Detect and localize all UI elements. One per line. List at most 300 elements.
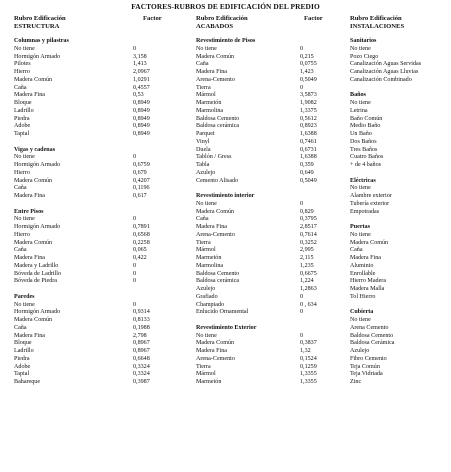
table-row [350, 247, 450, 255]
row-factor: 2,115 [300, 255, 314, 261]
table-row [196, 271, 346, 279]
row-label: Canalización Combinado [350, 76, 412, 83]
table-row [350, 364, 450, 372]
section-cubierta [350, 309, 450, 387]
row-label: No tiene [196, 332, 217, 339]
table-row [196, 255, 346, 263]
table-row [196, 263, 346, 271]
row-label: Teja Vidriada [350, 371, 383, 378]
row-label: No tiene [14, 45, 35, 52]
section-gap [196, 317, 346, 325]
row-factor: 1,9082 [300, 100, 317, 106]
table-row [350, 46, 450, 54]
section-title: Sanitarios [350, 38, 377, 44]
row-factor: 0,617 [133, 193, 147, 199]
row-label: Vinyl [196, 138, 210, 145]
row-label: Bóveda de Ladrillo [14, 270, 62, 277]
table-row [14, 154, 184, 162]
row-label: Baldosa cerámica [196, 123, 240, 130]
table-row [14, 77, 184, 85]
table-row [350, 154, 450, 162]
table-row [350, 123, 450, 131]
table-row [14, 340, 184, 348]
table-row [196, 69, 346, 77]
row-label: Arena-Cemento [196, 76, 235, 83]
table-row [14, 364, 184, 372]
table-row [196, 170, 346, 178]
table-row [350, 278, 450, 286]
table-row [14, 224, 184, 232]
row-factor: 0,6648 [133, 355, 150, 362]
row-label: Arena-Cemento [196, 355, 235, 362]
row-label: Hormigón Armado [14, 162, 61, 168]
row-label: Tierra [196, 363, 211, 370]
row-factor: 0,8967 [133, 340, 150, 347]
row-label: Madera Fina [14, 332, 45, 339]
row-factor: 0,9314 [133, 309, 150, 316]
row-factor: 0 [300, 200, 304, 207]
row-factor: 0,1259 [300, 363, 317, 370]
row-label: Marmolina [196, 262, 224, 269]
table-row [350, 54, 450, 62]
table-row [196, 356, 346, 364]
table-row [196, 340, 346, 348]
table-row [14, 61, 184, 69]
row-label: Hierro [14, 169, 30, 176]
row-factor: 0,3324 [133, 371, 150, 378]
row-factor: 0,8133 [133, 317, 150, 323]
row-label: Pozo Ciego [350, 53, 379, 60]
row-factor: 0 [133, 270, 137, 277]
table-row [350, 286, 450, 294]
row-factor: 0,679 [133, 169, 147, 176]
row-label: Un Baño [350, 131, 372, 137]
table-row [14, 123, 184, 131]
row-factor: 0 [300, 84, 304, 91]
estructura-column [14, 38, 184, 387]
row-label: Madera Fina [14, 255, 45, 261]
section-title: Revestimiento interior [196, 193, 255, 199]
row-factor: 0,0755 [300, 61, 317, 68]
table-row [350, 61, 450, 69]
table-row [350, 356, 450, 364]
section-title: Paredes [14, 293, 35, 300]
row-label: Adobe [14, 363, 31, 370]
row-label: Madera Común [350, 239, 389, 246]
row-label: No tiene [14, 216, 35, 223]
table-row [14, 333, 184, 341]
row-label: Azulejo [196, 286, 216, 292]
row-label: Baño Común [350, 115, 383, 122]
table-row [196, 278, 346, 286]
row-label: No tiene [196, 200, 217, 207]
row-label: Caña [14, 185, 27, 192]
table-row [196, 333, 346, 341]
table-row [350, 201, 450, 209]
row-factor: 0,359 [300, 162, 314, 168]
section-vigas-y-cadenas [14, 147, 184, 201]
row-factor: 1,6388 [300, 154, 317, 161]
section-title: Vigas y cadenas [14, 146, 56, 153]
row-factor: 0,6759 [133, 162, 150, 168]
row-label: Marmolina [196, 107, 224, 114]
row-label: Madera Fina [14, 193, 45, 199]
table-row [196, 139, 346, 147]
section-gap [350, 216, 450, 224]
row-label: Marmetón [196, 255, 222, 261]
table-row [350, 317, 450, 325]
row-label: Baldosa cerámica [196, 278, 240, 285]
table-row [350, 116, 450, 124]
row-factor: 0,3837 [300, 340, 317, 347]
section-title: Entre Pisos [14, 208, 44, 215]
row-label: Champiado [196, 301, 225, 308]
table-row [350, 131, 450, 139]
row-label: Caña [14, 324, 27, 331]
table-row [14, 309, 184, 317]
table-row [14, 85, 184, 93]
row-factor: 1,3375 [300, 107, 317, 114]
table-row [14, 116, 184, 124]
section-gap [14, 286, 184, 294]
section-revestimiento-interior [196, 193, 346, 317]
row-label: Zinc [350, 379, 362, 385]
row-factor: 1,3355 [300, 379, 317, 385]
row-factor: 0,5049 [300, 76, 317, 83]
row-factor: 0,1196 [133, 185, 150, 192]
row-label: Madera Común [14, 317, 53, 323]
section-revestimiento-exterior [196, 325, 346, 387]
row-label: Hierro [14, 231, 30, 238]
table-row [14, 278, 184, 286]
table-row [350, 294, 450, 302]
row-factor: 0 [300, 293, 304, 300]
row-factor: 0 , 634 [300, 301, 317, 308]
table-row [14, 255, 184, 263]
table-row [14, 100, 184, 108]
table-row [196, 100, 346, 108]
row-label: Madera Fina [196, 224, 227, 230]
section-columnas-y-pilastras [14, 38, 184, 139]
row-label: Hierro [14, 69, 30, 75]
table-row [350, 185, 450, 193]
section-sanitarios [350, 38, 450, 85]
row-label: Tapial [14, 371, 30, 378]
row-label: Tablón / Gress [196, 154, 232, 161]
table-row [14, 54, 184, 62]
row-label: Adobe [14, 123, 31, 130]
table-row [196, 61, 346, 69]
table-row [350, 77, 450, 85]
row-factor: 1,224 [300, 278, 314, 285]
row-label: Arena Cemento [350, 324, 389, 331]
row-label: Baldosa Cerámica [350, 340, 395, 347]
section-title: Eléctricas [350, 177, 376, 184]
row-label: Madera Común [196, 53, 235, 60]
table-row [350, 209, 450, 217]
row-label: Tol Hierro [350, 293, 376, 300]
row-label: Mármol [196, 92, 216, 99]
row-label: Hormigón Armado [14, 224, 61, 230]
table-row [14, 371, 184, 379]
row-label: Fibro Cemento [350, 355, 387, 362]
row-factor: 0,6675 [300, 270, 317, 277]
row-label: Piedra [14, 355, 30, 362]
section-title: Puertas [350, 224, 370, 230]
row-factor: 1,32 [300, 348, 311, 354]
row-factor: 0,422 [133, 255, 147, 261]
table-row [196, 108, 346, 116]
row-label: Piedra [14, 115, 30, 122]
row-label: Azulejo [350, 348, 370, 354]
row-label: Tierra [196, 239, 211, 246]
section-paredes [14, 294, 184, 387]
table-row [350, 69, 450, 77]
row-label: Caña [14, 84, 27, 91]
table-row [196, 77, 346, 85]
table-row [350, 379, 450, 387]
row-factor: 1,3355 [300, 371, 317, 378]
row-label: Dos Baños [350, 138, 377, 145]
row-label: Madera Fina [350, 255, 381, 261]
row-label: Tubería exterior [350, 200, 390, 207]
table-row [14, 170, 184, 178]
table-row [196, 123, 346, 131]
row-factor: 0,8967 [133, 348, 150, 354]
row-label: No tiene [350, 231, 371, 238]
row-label: No tiene [350, 100, 371, 106]
row-factor: 0,4557 [133, 84, 150, 91]
row-label: Madera Fina [196, 348, 227, 354]
row-label: Canalización Aguas Servidas [350, 61, 422, 68]
row-label: Tabla [196, 162, 210, 168]
row-label: Letrina [350, 107, 368, 114]
row-label: Empotradas [350, 208, 380, 215]
row-label: Caña [196, 216, 209, 223]
table-row [196, 364, 346, 372]
row-label: No tiene [350, 45, 371, 52]
table-row [350, 340, 450, 348]
table-row [14, 131, 184, 139]
row-label: Azulejo [196, 169, 216, 176]
row-label: Aluminio [350, 262, 374, 269]
row-label: Mármol [196, 371, 216, 378]
row-factor: 0 [133, 216, 137, 223]
table-row [350, 193, 450, 201]
row-factor: 0,6731 [300, 146, 317, 153]
row-factor: 0,7461 [300, 138, 317, 145]
row-label: Pilotes [14, 61, 31, 68]
row-label: Baldosa Cemento [196, 115, 240, 122]
row-label: Marmetón [196, 100, 222, 106]
row-factor: 0,065 [133, 247, 147, 254]
section-title: Baños [350, 92, 366, 99]
instalaciones-column [350, 38, 450, 387]
table-row [196, 201, 346, 209]
row-label: Hierro Madera [350, 278, 387, 285]
table-row [350, 108, 450, 116]
row-label: Madera Común [14, 239, 53, 246]
row-factor: 0,829 [300, 208, 314, 215]
row-factor: 3,5873 [300, 92, 317, 99]
row-label: Madera Común [196, 340, 235, 347]
table-row [14, 92, 184, 100]
row-factor: 0,8949 [133, 107, 150, 114]
row-factor: 0,649 [300, 169, 314, 176]
row-factor: 0,3324 [133, 363, 150, 370]
row-label: Hormigón Armado [14, 53, 61, 60]
column-heading-acabados: Rubro Edificación ACABADOS [196, 15, 248, 30]
table-row [350, 263, 450, 271]
table-row [196, 294, 346, 302]
section-gap [14, 139, 184, 147]
row-factor: 2,995 [300, 247, 314, 254]
row-label: Hormigón Armado [14, 309, 61, 316]
row-label: Tierra [196, 84, 211, 91]
table-row [196, 131, 346, 139]
table-row [14, 302, 184, 310]
row-label: Madera Común [14, 76, 53, 83]
row-label: Caña [196, 61, 209, 68]
row-factor: 0,8949 [133, 115, 150, 122]
table-row [196, 92, 346, 100]
section-title: Cubierta [350, 309, 374, 316]
section-electricas [350, 178, 450, 217]
row-factor: 0,5612 [300, 115, 317, 122]
row-factor: 0 [300, 309, 304, 316]
table-row [350, 147, 450, 155]
row-label: Medio Baño [350, 123, 381, 130]
row-factor: 1,413 [133, 61, 147, 68]
row-factor: 0,1988 [133, 324, 150, 331]
row-factor: 0,7614 [300, 231, 317, 238]
row-factor: 1,235 [300, 262, 314, 269]
table-row [196, 232, 346, 240]
row-label: Bloque [14, 340, 32, 347]
table-row [350, 162, 450, 170]
table-row [196, 154, 346, 162]
row-factor: 2,798 [133, 332, 147, 339]
table-row [196, 216, 346, 224]
table-row [196, 309, 346, 317]
row-factor: 0,1524 [300, 355, 317, 362]
section-gap [14, 201, 184, 209]
table-row [350, 255, 450, 263]
table-row [196, 224, 346, 232]
table-row [350, 232, 450, 240]
table-row [14, 263, 184, 271]
table-row [196, 286, 346, 294]
factor-heading-estructura: Factor [143, 15, 162, 22]
row-label: Enrollable [350, 270, 376, 277]
row-factor: 0,3795 [300, 216, 317, 223]
row-factor: 1,423 [300, 69, 314, 75]
table-row [196, 302, 346, 310]
row-factor: 0,5049 [300, 177, 317, 184]
table-row [14, 356, 184, 364]
row-label: Tapial [14, 131, 30, 137]
table-row [14, 108, 184, 116]
row-factor: 0,8923 [300, 123, 317, 130]
table-row [14, 317, 184, 325]
table-row [196, 247, 346, 255]
table-row [14, 193, 184, 201]
table-row [350, 371, 450, 379]
table-row [14, 247, 184, 255]
row-factor: 0 [300, 45, 304, 52]
row-label: Parquet [196, 131, 215, 137]
column-heading-instalaciones: Rubro Edificación INSTALACIONES [350, 15, 405, 30]
table-row [350, 139, 450, 147]
table-row [350, 271, 450, 279]
row-label: Duela [196, 146, 211, 153]
row-factor: 0,3252 [300, 239, 317, 246]
row-label: Baldosa Cemento [196, 270, 240, 277]
row-factor: 0 [133, 278, 137, 285]
row-factor: 0,8949 [133, 100, 150, 106]
column-heading-estructura: Rubro Edificación ESTRUCTURA [14, 15, 66, 30]
table-row [196, 85, 346, 93]
table-row [196, 54, 346, 62]
row-factor: 0,7891 [133, 224, 150, 230]
row-label: Mármol [196, 247, 216, 254]
section-revestimiento-de-pisos [196, 38, 346, 185]
table-row [14, 232, 184, 240]
row-factor: 0 [133, 45, 137, 52]
table-row [14, 216, 184, 224]
table-row [14, 271, 184, 279]
table-row [196, 209, 346, 217]
row-factor: 1,0291 [133, 76, 150, 83]
row-factor: 0,4207 [133, 177, 150, 184]
row-factor: 0,215 [300, 53, 314, 60]
row-label: Ladrillo [14, 348, 34, 354]
table-row [14, 69, 184, 77]
table-row [350, 325, 450, 333]
row-factor: 2,8517 [300, 224, 317, 230]
section-puertas [350, 224, 450, 302]
row-label: Canalización Aguas Lluvias [350, 69, 419, 75]
table-row [14, 46, 184, 54]
table-row [196, 147, 346, 155]
table-row [14, 185, 184, 193]
row-factor: 0 [300, 332, 304, 339]
table-row [196, 379, 346, 387]
table-row [196, 162, 346, 170]
row-label: Bóveda de Piedra [14, 278, 57, 285]
section-gap [350, 85, 450, 93]
section-banos [350, 92, 450, 170]
row-label: Grafiado [196, 293, 218, 300]
row-label: No tiene [14, 301, 35, 308]
row-label: Madera y Ladrillo [14, 262, 59, 269]
row-factor: 2,0967 [133, 69, 150, 75]
table-row [14, 325, 184, 333]
row-label: Teja Común [350, 363, 380, 370]
table-row [14, 348, 184, 356]
table-row [350, 348, 450, 356]
row-label: Madera Común [14, 177, 53, 184]
row-label: No tiene [14, 154, 35, 161]
row-label: Bahareque [14, 379, 41, 385]
table-row [196, 348, 346, 356]
table-row [350, 240, 450, 248]
row-factor: 3,158 [133, 53, 147, 60]
table-row [14, 178, 184, 186]
table-row [14, 240, 184, 248]
row-factor: 0 [133, 154, 137, 161]
row-label: Marmetón [196, 379, 222, 385]
